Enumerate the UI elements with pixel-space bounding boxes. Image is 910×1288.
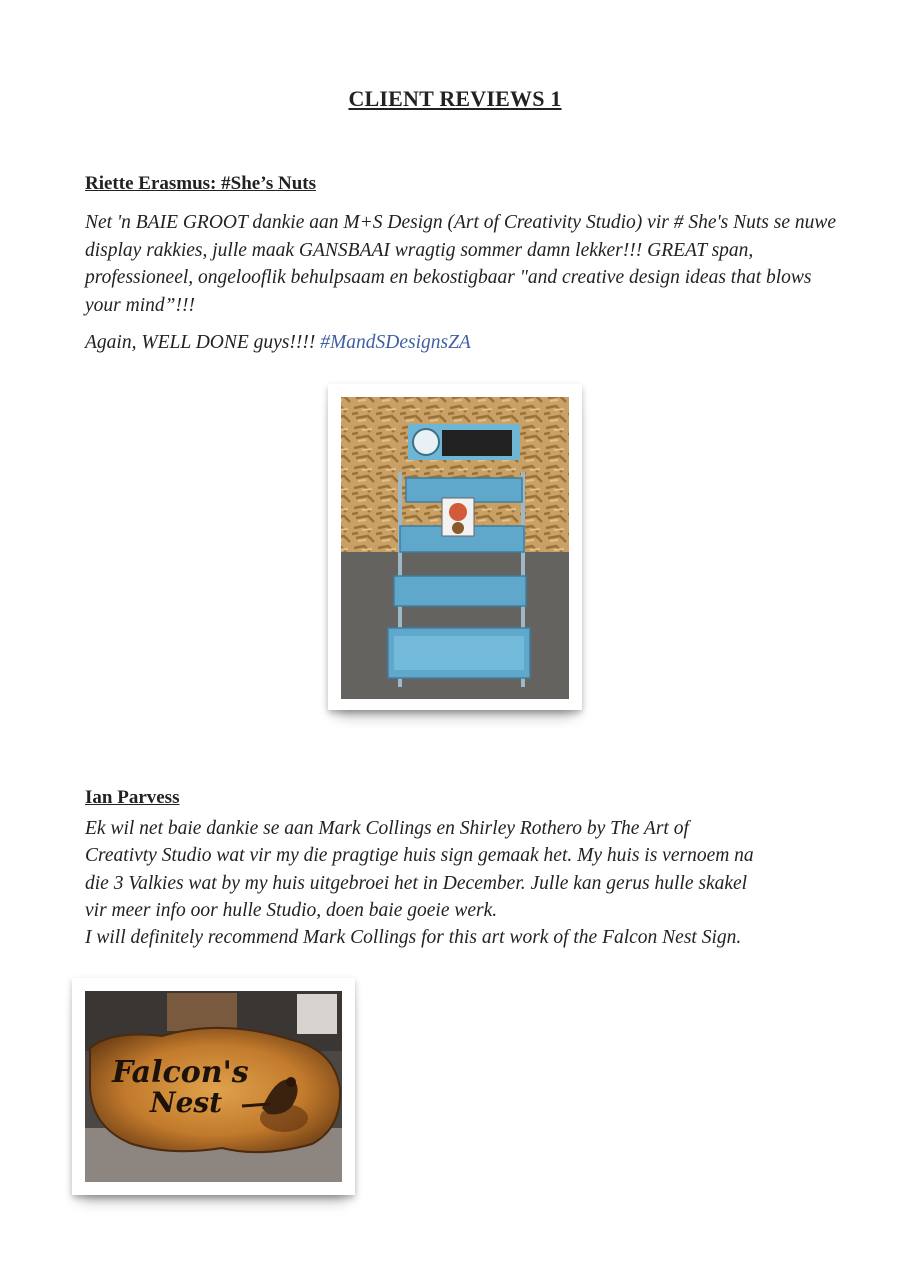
page-title: CLIENT REVIEWS 1	[348, 86, 562, 111]
review-line-1: Ek wil net baie dankie se aan Mark Collings en Shirley Rothero by The Art of	[85, 818, 689, 839]
sign-text-nest: Nest	[150, 1086, 223, 1119]
reviewer-name-ian: Ian Parvess	[85, 787, 180, 808]
reviewer-name-riette: Riette Erasmus: #She’s Nuts	[85, 173, 316, 194]
sign-text-falcons: Falcon's	[112, 1055, 249, 1090]
review-line-5: I will definitely recommend Mark Collings for this art work of the Falcon Nest Sign.	[85, 927, 742, 948]
display-stand-photo	[328, 384, 582, 710]
review-line-2: Creativty Studio wat vir my die pragtige huis sign gemaak het. My huis is vernoem na	[85, 845, 754, 866]
review-text-riette: Net 'n BAIE GROOT dankie aan M+S Design (Art of Creativity Studio) vir # She's Nuts se nuwe display rakkies, julle maak GANSBAAI wragtig sommer damn lekker!!! GREAT span, professioneel, ongelooflik behulpsaam en bekostigbaar "and creative design ideas that blows your mind”!!!	[85, 212, 837, 316]
review-line-4: vir meer info oor hulle Studio, doen baie goeie werk.	[85, 900, 498, 921]
review-line-3: die 3 Valkies wat by my huis uitgebroei het in December. Julle kan gerus hulle skakel	[85, 873, 748, 894]
closing-text: Again, WELL DONE guys!!!!	[85, 332, 321, 353]
review-closing-riette	[85, 329, 845, 357]
falcon-nest-sign-photo	[72, 978, 355, 1195]
hashtag-link[interactable]: #MandSDesignsZA	[320, 332, 471, 353]
